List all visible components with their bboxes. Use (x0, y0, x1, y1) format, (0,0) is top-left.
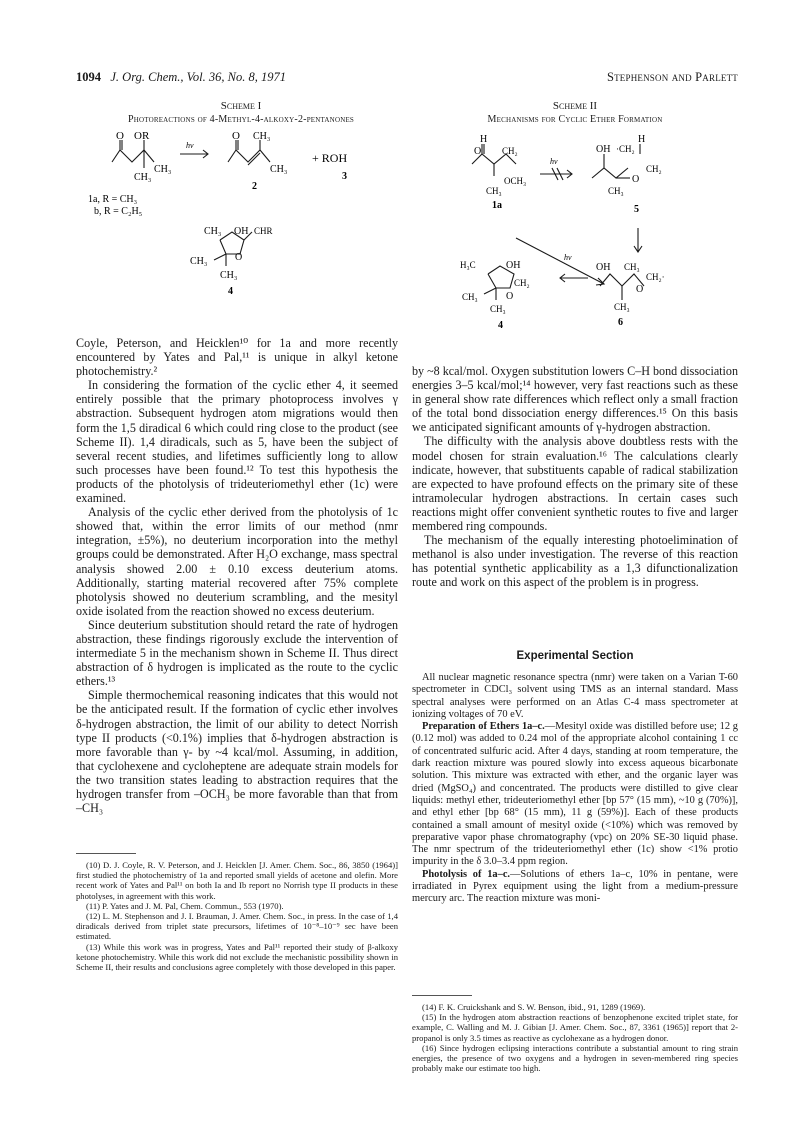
right-column-body (412, 364, 738, 590)
s2-label-6: 6 (618, 317, 623, 328)
s2-c5-ch2: CH₂ (646, 164, 662, 174)
s2-c4-ch3-left: CH₃ (462, 292, 478, 302)
left-paragraph-2: In considering the formation of the cyclic ether 4, it seemed entirely possible that the primary photoprocess involves γ abstraction. Subsequent hydrogen atom migrations would then form the 1,5 diradical 6 which could ring close to the product (see Scheme II). 1,4 diradicals, such as 5, have been the subject of several recent studies, and lifetimes sufficiently long to allow such processes have been found.¹² To test this hypothesis the products of the photolysis of trideuteriomethyl ether (1c) were examined. (76, 378, 398, 506)
footnote-13: (13) While this work was in progress, Yates and Pal¹¹ reported their study of β-alkoxy ketone photochemistry. While this work did not exclude the mechanistic possibility shown in Scheme II, their results and conclusions agree completely with those developed in this paper. (76, 941, 398, 973)
s1-c4-oh: OH (234, 226, 249, 237)
s1-c4-ch3-top: CH₃ (204, 226, 222, 237)
s1-c2-ch3-a: CH₃ (253, 131, 271, 142)
s2-c4-o: O (506, 291, 514, 302)
scheme-2-subtitle: Mechanisms for Cyclic Ether Formation (487, 114, 663, 125)
s1-c1-ch3-a: CH₃ (154, 164, 172, 175)
left-column-body (76, 336, 398, 815)
s1-plus-roh: + ROH (312, 151, 348, 165)
s1-label-1a: 1a, R = CH₃ (88, 194, 138, 205)
left-paragraph-4: Since deuterium substitution should retard the rate of hydrogen abstraction, these findings rigorously exclude the intervention of intermediate 5 in the mechanism shown in Scheme II. Thus direct abstraction of δ hydrogen is implicated as the route to the cyclic ethers.¹³ (76, 617, 398, 689)
footnote-14: (14) F. K. Cruickshank and S. W. Benson, ibid., 91, 1289 (1969). (422, 1002, 646, 1012)
scheme-1-figure (76, 128, 406, 313)
s2-c6-o: O (636, 284, 644, 295)
s2-c6-ch3-top: CH₃ (624, 262, 640, 272)
prep-ethers-text: —Mesityl oxide was distilled before use; 12 g (0.12 mol) was added to 0.24 mol of the appropriate alcohol containing 1 cc of concentrated sulfuric acid. After 4 days, standing at room temperature, the dark reaction mixture was poured slowly into excess aqueous bicarbonate solution. This mixture was extracted with ether, and the organic layer was dried (MgSO₄) and concentrated. The products were distilled to give clear liquids: methyl ether, trideuteriomethyl ether [bp 57° (15 mm), ~10 g (70%)], and ethyl ether [bp 68° (15 mm), 11 g (59%)]. Each of these products contained a small amount of mesityl oxide (<10%) which was removed by preparative vapor phase chromatography (vpc) on 20% SE-30 liquid phase. The nmr spectrum of the trideuteriomethyl ether (1c) show <1% protio impurity in the δ 3.0–3.4 ppm region. (412, 721, 738, 868)
footnote-11: (11) P. Yates and J. M. Pal, Chem. Commun., 553 (1970). (86, 900, 284, 911)
page-number: 1094 (76, 70, 101, 84)
experimental-body (412, 672, 738, 906)
left-footnote-rule (76, 853, 136, 854)
right-paragraph-2: The difficulty with the analysis above doubtless rests with the model chosen for strain evaluation.¹⁶ The calculations clearly indicate, however, that substituents capable of radical stabilization are expected to have profound effects on the primary site of these intramolecular hydrogen abstractions. In certain cases such reactions might offer convenient synthetic routes to five and larger membered ring compounds. (412, 434, 738, 534)
left-paragraph-1: Coyle, Peterson, and Heicklen¹⁰ for 1a and more recently encountered by Yates and Pal,¹¹ is unique in alkyl ketone photochemistry.² (76, 336, 398, 379)
scheme-2-figure (410, 128, 740, 340)
s1-c1-or: OR (134, 130, 150, 142)
s2-c4-h3c: H₃C (460, 260, 476, 270)
experimental-paragraph-1: All nuclear magnetic resonance spectra (nmr) were taken on a Varian T-60 spectrometer in CDCl₃ solvent using TMS as an internal standard. Mass spectral analyses were performed on an Atlas C-4 mass spectrometer at ionizing voltages of 70 eV. (412, 672, 738, 720)
s1-c4-chr: CHR (254, 226, 273, 236)
s2-c4-ch3-bottom: CH₃ (490, 304, 506, 314)
experimental-paragraph-3 (412, 869, 738, 906)
scheme-1-subtitle: Photoreactions of 4-Methyl-4-alkoxy-2-pentanones (127, 114, 355, 125)
s2-c1a-ch2: CH₂ (502, 146, 518, 156)
right-footnote-rule (412, 995, 472, 996)
s2-c6-oh: OH (596, 262, 611, 273)
s2-c4-oh: OH (506, 260, 521, 271)
s1-label-2: 2 (252, 181, 257, 192)
scheme-1-title: Scheme I (220, 100, 262, 112)
s2-c5-oh: OH (596, 144, 611, 155)
s2-hv-forbidden: hν (550, 157, 558, 166)
s2-c1a-o: O (474, 146, 482, 157)
s2-label-5: 5 (634, 204, 639, 215)
s1-c4-ch3-bottom: CH₃ (220, 270, 238, 281)
header-left (76, 70, 286, 85)
running-header (76, 70, 738, 86)
experimental-heading: Experimental Section (516, 650, 634, 662)
s1-label-4: 4 (228, 286, 233, 297)
s1-hv-label: hν (186, 141, 194, 150)
s1-c2-o: O (232, 130, 240, 142)
left-paragraph-3: Analysis of the cyclic ether derived from the photolysis of 1c showed that, within the error limits of our method (nmr integration, ±5%), no deuterium incorporation into the methyl groups could be demonstrated. After H₂O exchange, mass spectral analysis showed 2.00 ± 0.10 excess deuterium atoms. Additionally, starting material recovered after 75% complete photolysis showed no deuterium scrambling, and the mesityl oxide isolated from the reaction showed no excess deuterium. (76, 505, 398, 618)
right-paragraph-1: by ~8 kcal/mol. Oxygen substitution lowers C–H bond dissociation energies 3–5 kcal/mol;¹⁴ however, very fast reactions such as these in general show rate differences which reflect only a small fraction of the total bond dissociation energy differences.¹⁵ On this basis we anticipated significant amounts of γ-hydrogen abstraction. (412, 364, 738, 435)
s2-c1a-h: H (480, 134, 488, 145)
s2-c4-ch2: CH₂ (514, 278, 530, 288)
s2-c5-o: O (632, 174, 640, 185)
footnote-10: (10) D. J. Coyle, R. V. Peterson, and J. Heicklen [J. Amer. Chem. Soc., 86, 3850 (1964)] first studied the photochemistry of 1a and reported small yields of acetone and olefin. More recent work of Yates and Pal¹¹ on both Ia and Ib report no Norrish type II products in these photolyses, in agreement with this work. (76, 860, 398, 901)
s2-label-1a: 1a (492, 200, 502, 211)
photolysis-heading: Photolysis of 1a–c. (422, 868, 511, 880)
s2-c5-ch3: CH₃ (608, 186, 624, 196)
s1-c1-ch3-b: CH₃ (134, 172, 152, 183)
s2-c5-h: H (638, 134, 646, 145)
photolysis-text: —Solutions of ethers 1a–c, 10% in pentane, were irradiated in Pyrex equipment using the light from a medium-pressure mercury arc. The reaction mixture was moni- (412, 868, 738, 905)
left-footnotes (76, 860, 398, 972)
journal-citation: J. Org. Chem., Vol. 36, No. 8, 1971 (110, 70, 286, 84)
footnote-12: (12) L. M. Stephenson and J. I. Brauman, J. Amer. Chem. Soc., in press. In the case of 1,4 diradicals derived from triplet state precursors, lifetimes of 10⁻⁸–10⁻⁹ sec have been estimated. (76, 911, 398, 942)
s2-c1a-ch3: CH₃ (486, 186, 502, 196)
left-paragraph-5: Simple thermochemical reasoning indicates that this would not be the anticipated result. If the formation of cyclic ether involves δ-hydrogen abstraction, the limit of our ability to detect Norrish type II products (<0.1%) implies that δ-hydrogen abstraction is more favorable than γ- by ~4 kcal/mol. Assuming, in addition, that cyclohexene and cycloheptene are adequate strain models for the two transition states leading to abstraction requires that the hydrogen transfer from –OCH₃ be more favorable than that from –CH₃ (76, 688, 398, 816)
s1-c2-ch3-b: CH₃ (270, 164, 288, 175)
experimental-paragraph-2 (412, 721, 738, 869)
scheme-2-title: Scheme II (552, 100, 598, 112)
s2-c1a-och3: OCH₃ (504, 176, 527, 186)
footnote-16: (16) Since hydrogen eclipsing interactions contribute a substantial amount to ring strain energies, the presence of two oxygens and a hydrogen in seven-membered ring species probably make our estimate too high. (412, 1042, 738, 1074)
s1-c1-o: O (116, 130, 124, 142)
s2-hv-diag: hν (564, 253, 572, 262)
s2-label-4: 4 (498, 320, 503, 331)
right-footnotes (412, 1002, 738, 1073)
prep-ethers-heading: Preparation of Ethers 1a–c. (422, 721, 545, 733)
footnote-15: (15) In the hydrogen atom abstraction reactions of benzophenone excited triplet state, for example, C. Walling and M. J. Gibian [J. Amer. Chem. Soc., 87, 3361 (1965)] report that 2-propanol is only 3.5 times as reactive as cyclohexane as a hydrogen donor. (412, 1012, 738, 1043)
header-authors: Stephenson and Parlett (606, 70, 738, 84)
s1-label-1b: b, R = C₂H₅ (94, 206, 143, 217)
s2-c5-ch2-rad: ·CH₂ (616, 144, 635, 154)
s1-label-3: 3 (342, 171, 347, 182)
s1-c4-ch3-left: CH₃ (190, 256, 208, 267)
s2-c6-ch2-rad: CH₂· (646, 272, 665, 282)
right-paragraph-3: The mechanism of the equally interesting photoelimination of methanol is also under investigation. The reverse of this reaction has potential synthetic applicability as a 1,3 difunctionalization route and work on this aspect of the problem is in progress. (412, 533, 738, 590)
s2-c6-ch3: CH₃ (614, 302, 630, 312)
s1-c4-o: O (235, 252, 243, 263)
